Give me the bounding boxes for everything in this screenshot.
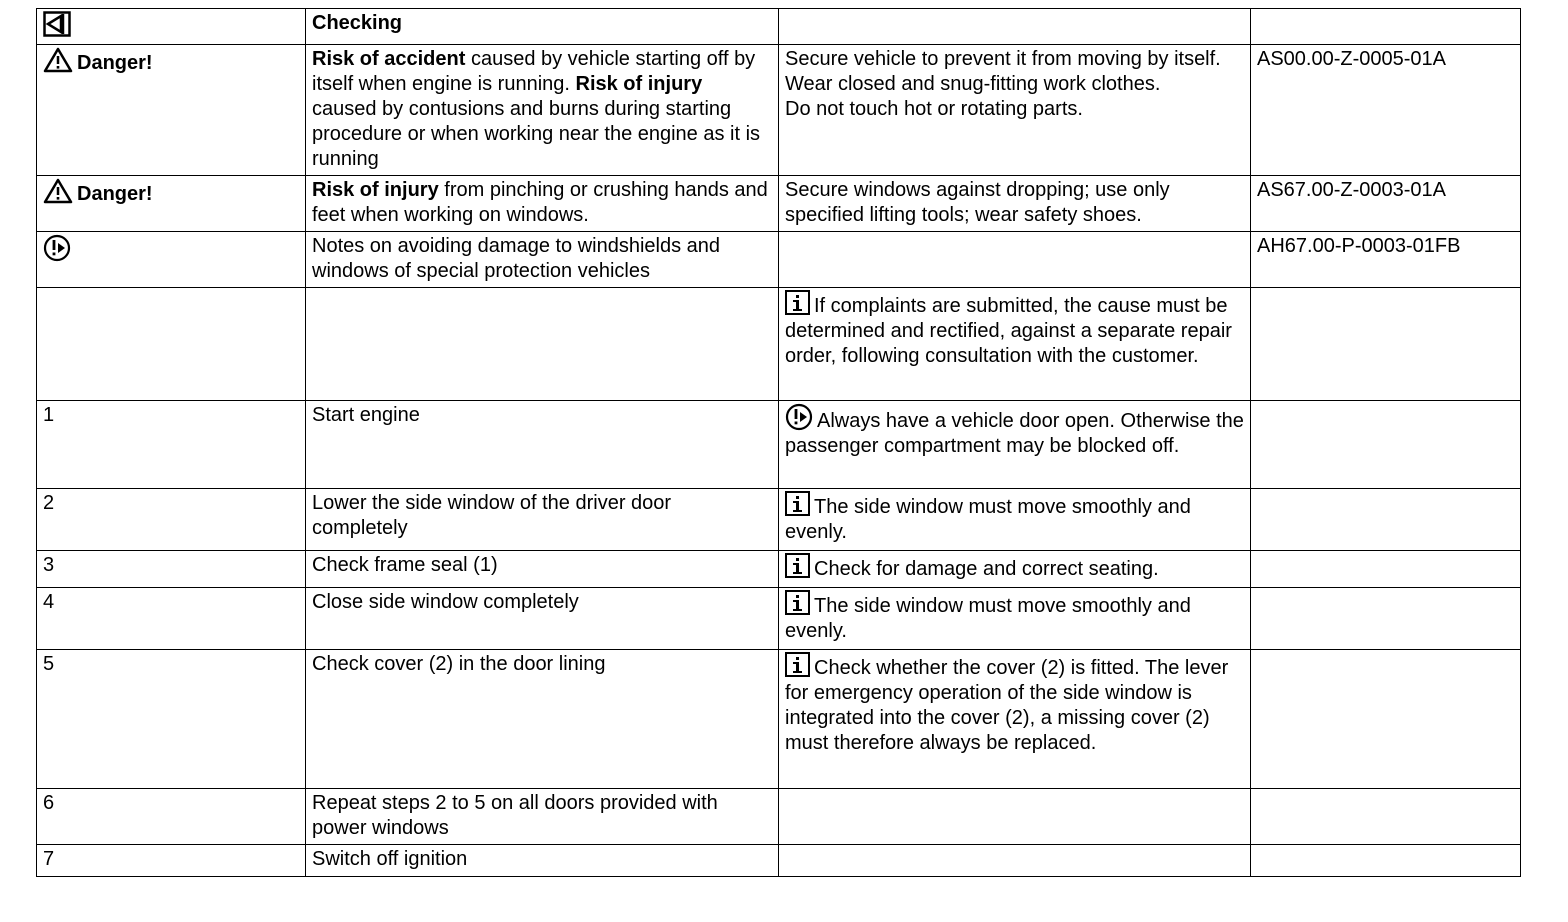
step-number: 6 (37, 789, 306, 845)
page-title: Checking (312, 12, 403, 34)
step-note (779, 845, 1251, 877)
step-note (779, 789, 1251, 845)
header-title-cell (306, 9, 779, 45)
step-row (37, 551, 1521, 588)
info-note: If complaints are submitted, the cause must be determined and rectified, against a separate repair order, following consultation with the customer. (779, 288, 1251, 401)
warning-triangle-icon (43, 178, 73, 204)
step-row (37, 789, 1521, 845)
info-icon (785, 491, 810, 516)
info-row (37, 288, 1521, 401)
step-note: Check whether the cover (2) is fitted. The lever for emergency operation of the side window is integrated into the cover (2), a missing cover (2) must therefore always be replaced. (779, 650, 1251, 789)
step-row (37, 588, 1521, 650)
notes-row (37, 232, 1521, 288)
step-note: The side window must move smoothly and evenly. (779, 489, 1251, 551)
step-number: 3 (37, 551, 306, 588)
step-number: 2 (37, 489, 306, 551)
step-row (37, 650, 1521, 789)
step-action: Repeat steps 2 to 5 on all doors provided with power windows (306, 789, 779, 845)
info-icon (785, 290, 810, 315)
step-row (37, 845, 1521, 877)
header-icon-cell (37, 9, 306, 45)
checking-icon (43, 11, 71, 37)
reference-link[interactable]: AS00.00-Z-0005-01A (1251, 45, 1521, 176)
info-icon (785, 590, 810, 615)
step-action: Start engine (306, 401, 779, 489)
step-action: Close side window completely (306, 588, 779, 650)
step-note: Check for damage and correct seating. (779, 551, 1251, 588)
caution-icon (43, 234, 71, 262)
warning-triangle-icon (43, 47, 73, 73)
risk-description: Risk of accident caused by vehicle starting off by itself when engine is running. Risk of injury caused by contusions and burns during starting procedure or when working near the engine as it is running (306, 45, 779, 176)
step-action: Check cover (2) in the door lining (306, 650, 779, 789)
danger-row (37, 176, 1521, 232)
notes-text: Notes on avoiding damage to windshields and windows of special protection vehicles (306, 232, 779, 288)
step-action: Check frame seal (1) (306, 551, 779, 588)
step-action: Lower the side window of the driver door completely (306, 489, 779, 551)
step-row (37, 489, 1521, 551)
step-number: 7 (37, 845, 306, 877)
header-row (37, 9, 1521, 45)
step-note: Always have a vehicle door open. Otherwise the passenger compartment may be blocked off. (779, 401, 1251, 489)
danger-row (37, 45, 1521, 176)
info-icon (785, 553, 810, 578)
caution-icon (785, 403, 813, 431)
risk-description: Risk of injury from pinching or crushing hands and feet when working on windows. (306, 176, 779, 232)
step-number: 1 (37, 401, 306, 489)
step-number: 5 (37, 650, 306, 789)
safety-measures: Secure vehicle to prevent it from moving by itself. Wear closed and snug-fitting work clothes. Do not touch hot or rotating parts. (779, 45, 1251, 176)
step-row (37, 401, 1521, 489)
step-number: 4 (37, 588, 306, 650)
danger-label: Danger! (77, 52, 153, 74)
reference-link[interactable]: AH67.00-P-0003-01FB (1251, 232, 1521, 288)
safety-measures: Secure windows against dropping; use only specified lifting tools; wear safety shoes. (779, 176, 1251, 232)
reference-link[interactable]: AS67.00-Z-0003-01A (1251, 176, 1521, 232)
step-note: The side window must move smoothly and evenly. (779, 588, 1251, 650)
step-action: Switch off ignition (306, 845, 779, 877)
work-procedure-table (36, 8, 1521, 877)
danger-label: Danger! (77, 183, 153, 205)
info-icon (785, 652, 810, 677)
